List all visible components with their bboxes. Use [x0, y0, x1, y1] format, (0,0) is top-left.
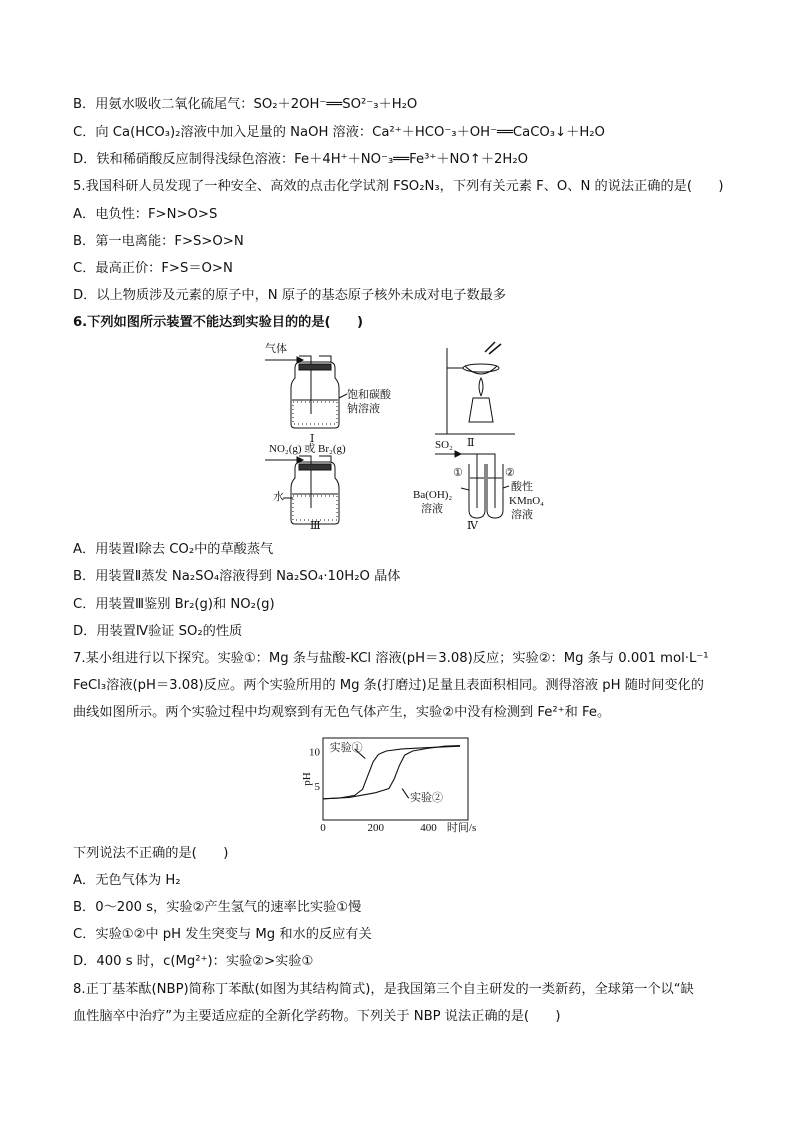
apparatus-4-label: Ⅳ: [467, 520, 478, 530]
sol1a-label: 饱和碳酸: [347, 389, 391, 401]
q6-option-d: D．用装置Ⅳ验证 SO₂的性质: [73, 624, 243, 639]
q7-stem-2: FeCl₃溶液(pH＝3.08)反应。两个实验所用的 Mg 条(打磨过)足量且表面积相同。测得溶液 pH 随时间变化的: [73, 678, 704, 693]
x-tick-label: 200: [367, 822, 384, 834]
kmn-a-label: 酸性: [511, 481, 533, 493]
gas-washing-bottle-3: [291, 462, 339, 524]
kmn-c-label: 溶液: [511, 509, 533, 521]
apparatus-3-label: Ⅲ: [310, 520, 321, 530]
alcohol-lamp: [469, 398, 493, 422]
ph-time-chart: [298, 732, 498, 834]
sol1b-label: 钠溶液: [347, 403, 380, 415]
q6-apparatus-figure: [255, 338, 555, 530]
kmn-b-label: KMnO₄: [509, 495, 545, 507]
x-tick-label: 0: [320, 822, 326, 834]
y-tick-label: 10: [309, 746, 320, 759]
q7-option-a: A．无色气体为 H₂: [73, 873, 181, 888]
series-label-2: 实验②: [410, 791, 443, 804]
y-axis-label: pH: [301, 772, 313, 786]
q5-option-d: D．以上物质涉及元素的原子中，N 原子的基态原子核外未成对电子数最多: [73, 288, 507, 303]
q5-option-b: B．第一电离能：F>S>O>N: [73, 234, 244, 249]
circle2-label: ②: [505, 467, 515, 479]
q4-option-d: D．铁和稀硝酸反应制得浅绿色溶液：Fe＋4H⁺＋NO⁻₃══Fe³⁺＋NO↑＋2H₂O: [73, 152, 529, 167]
series-2-leader: [402, 789, 409, 799]
water-label: 水: [273, 491, 284, 503]
q5-option-c: C．最高正价：F>S＝O>N: [73, 261, 233, 276]
q6-option-a: A．用装置Ⅰ除去 CO₂中的草酸蒸气: [73, 542, 274, 557]
q4-option-b: B．用氨水吸收二氧化硫尾气：SO₂＋2OH⁻══SO²⁻₃＋H₂O: [73, 97, 418, 112]
q6-option-c: C．用装置Ⅲ鉴别 Br₂(g)和 NO₂(g): [73, 597, 275, 612]
q8-stem-2: 血性脑卒中治疗”为主要适应症的全新化学药物。下列关于 NBP 说法正确的是( ): [73, 1009, 561, 1024]
q8-stem-1: 8.正丁基苯酞(NBP)简称丁苯酞(如图为其结构简式)，是我国第三个自主研发的一类新药，全球第一个以“缺: [73, 982, 694, 997]
q4-option-c: C．向 Ca(HCO₃)₂溶液中加入足量的 NaOH 溶液：Ca²⁺＋HCO⁻₃＋OH⁻══CaCO₃↓＋H₂O: [73, 125, 605, 140]
ring-clamp: [463, 364, 499, 372]
circle1-label: ①: [453, 467, 463, 479]
q6-stem: 6.下列如图所示装置不能达到实验目的的是( ): [73, 315, 363, 330]
x-axis-label: 时间/s: [446, 822, 477, 834]
gas-label: 气体: [265, 343, 287, 355]
x-tick-label: 400: [420, 822, 437, 834]
gas-washing-bottle-1: [291, 362, 339, 428]
q7-option-c: C．实验①②中 pH 发生突变与 Mg 和水的反应有关: [73, 927, 372, 942]
apparatus-1-label: Ⅰ: [310, 433, 315, 445]
evaporating-dish: [465, 366, 497, 374]
q7-ask: 下列说法不正确的是( ): [73, 846, 229, 861]
q5-option-a: A．电负性：F>N>O>S: [73, 207, 218, 222]
series-label-1: 实验①: [329, 741, 363, 754]
y-tick-label: 5: [314, 780, 320, 793]
q7-option-d: D．400 s 时，c(Mg²⁺)：实验②>实验①: [73, 954, 314, 969]
q6-option-b: B．用装置Ⅱ蒸发 Na₂SO₄溶液得到 Na₂SO₄·10H₂O 晶体: [73, 569, 401, 584]
q7-stem-3: 曲线如图所示。两个实验过程中均观察到有无色气体产生，实验②中没有检测到 Fe²⁺和 Fe。: [73, 705, 611, 720]
so2-label: SO₂: [435, 439, 453, 451]
q7-stem-1: 7.某小组进行以下探究。实验①：Mg 条与盐酸-KCl 溶液(pH＝3.08)反应；实验②：Mg 条与 0.001 mol·L⁻¹: [73, 651, 709, 666]
apparatus-2-label: Ⅱ: [467, 437, 475, 449]
q7-option-b: B．0～200 s，实验②产生氢气的速率比实验①慢: [73, 900, 362, 915]
baoh-a-label: Ba(OH)₂: [413, 489, 453, 501]
gas3-label: NO₂(g) 或 Br₂(g): [269, 443, 346, 455]
baoh-b-label: 溶液: [421, 503, 443, 515]
q5-stem: 5.我国科研人员发现了一种安全、高效的点击化学试剂 FSO₂N₃，下列有关元素 F、O、N 的说法正确的是( ): [73, 179, 724, 194]
